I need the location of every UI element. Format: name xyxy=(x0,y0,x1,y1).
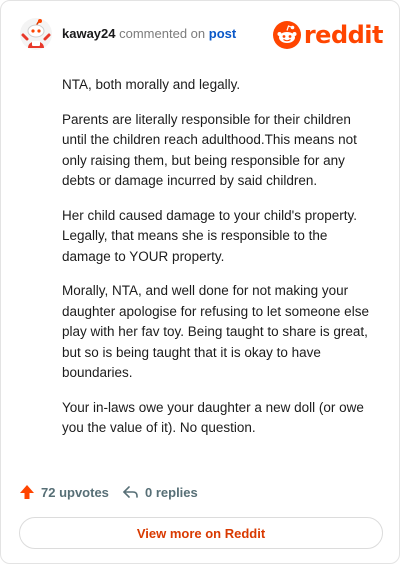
comment-paragraph: NTA, both morally and legally. xyxy=(62,77,241,92)
view-more-button[interactable]: View more on Reddit xyxy=(19,517,383,549)
comment-paragraph: Her child caused damage to your child's property. Legally, that means she is responsible to the damage to YOUR property. xyxy=(62,207,357,264)
reddit-logo[interactable] xyxy=(273,21,383,49)
comment-header xyxy=(19,17,385,53)
comment-meta xyxy=(62,26,236,42)
upvote-button[interactable] xyxy=(19,482,109,502)
upvote-count: 72 upvotes xyxy=(41,484,109,500)
reply-arrow-icon xyxy=(122,484,139,500)
upvote-arrow-icon xyxy=(19,484,35,500)
comment-body xyxy=(62,75,378,453)
reddit-snoo-icon xyxy=(273,21,301,49)
comment-paragraph: Your in-laws owe your daughter a new doll (or owe you the value of it). No question. xyxy=(62,399,364,435)
reply-count: 0 replies xyxy=(145,484,198,500)
comment-paragraph: Parents are literally responsible for their children until the children reach adulthood.This means not only raising them, but being responsible for any debts or damage incurred by said children. xyxy=(62,111,357,188)
username[interactable]: kaway24 xyxy=(62,26,116,41)
user-avatar-icon[interactable] xyxy=(19,17,53,51)
comment-paragraph: Morally, NTA, and well done for not making your daughter apologise for refusing to let someone else play with her fav toy. Being taught to share is great, but so is being taught that it is okay to have boundaries. xyxy=(62,283,369,380)
comment-footer xyxy=(19,482,385,502)
reply-button[interactable] xyxy=(122,482,198,502)
post-link[interactable]: post xyxy=(208,26,237,41)
action-text: commented on xyxy=(119,26,206,41)
reddit-wordmark: reddit xyxy=(303,21,383,49)
